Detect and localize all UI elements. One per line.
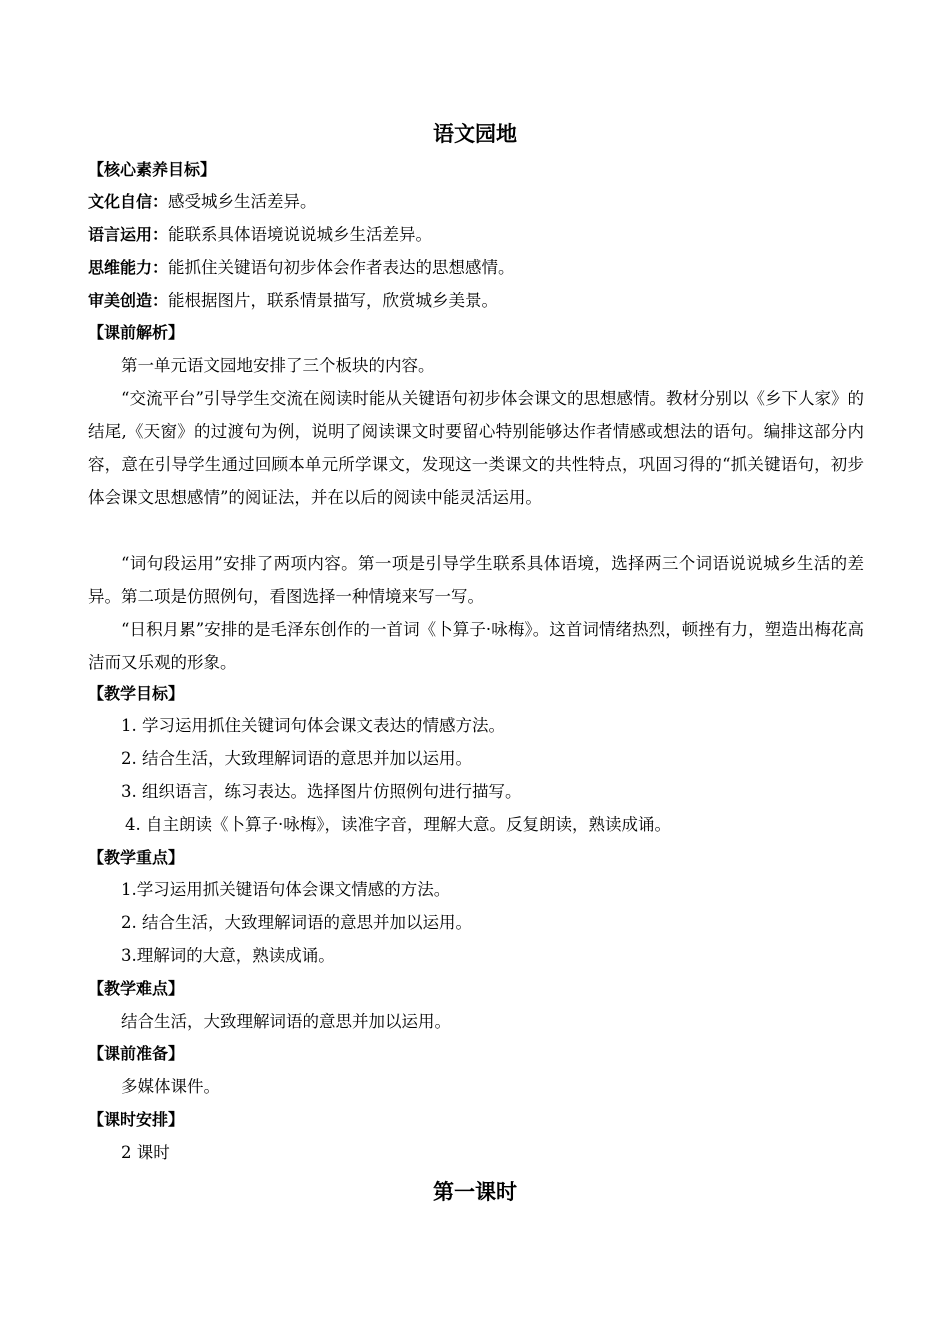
teaching-goals-heading: 【教学目标】 (88, 684, 185, 703)
core-goal-label: 审美创造： (88, 291, 169, 310)
core-goal-text: 感受城乡生活差异。 (168, 192, 317, 211)
schedule-text: 2 课时 (121, 1143, 170, 1162)
core-goal-text: 能根据图片，联系情景描写，欣赏城乡美景。 (168, 291, 499, 310)
prep-text: 多媒体课件。 (121, 1077, 220, 1096)
lesson-title: 第一课时 (433, 1180, 517, 1204)
core-goal-item (88, 258, 515, 278)
teaching-goal-item: 4. 自主朗读《卜算子·咏梅》，读准字音，理解大意。反复朗读，熟读成诵。 (125, 815, 671, 834)
difficulty-text: 结合生活，大致理解词语的意思并加以运用。 (121, 1012, 451, 1031)
page-title: 语文园地 (433, 122, 517, 146)
analysis-heading: 【课前解析】 (88, 323, 185, 342)
prep-heading: 【课前准备】 (88, 1044, 185, 1063)
teaching-goal-item: 3. 组织语言，练习表达。选择图片仿照例句进行描写。 (121, 782, 522, 801)
teaching-goal-item: 2. 结合生活，大致理解词语的意思并加以运用。 (121, 749, 472, 768)
analysis-paragraph: 第一单元语文园地安排了三个板块的内容。 (121, 356, 435, 375)
analysis-paragraph: “词句段运用”安排了两项内容。第一项是引导学生联系具体语境，选择两三个词语说说城乡生活的差异。第二项是仿照例句，看图选择一种情境来写一写。 (88, 554, 864, 606)
core-goals-heading: 【核心素养目标】 (88, 160, 217, 179)
core-goal-text: 能联系具体语境说说城乡生活差异。 (168, 225, 433, 244)
core-goal-label: 文化自信： (88, 192, 169, 211)
core-goal-item (88, 192, 317, 212)
analysis-paragraph: “交流平台”引导学生交流在阅读时能从关键语句初步体会课文的思想感情。教材分别以《乡下人家》的结尾,《天窗》的过渡句为例，说明了阅读课文时要留心特别能够达作者情感或想法的语句。编排这部分内容，意在引导学生通过回顾本单元所学课文，发现这一类课文的共性特点，巩固习得的“抓关键语句，初步体会课文思想感情”的阅证法，并在以后的阅读中能灵活运用。 (88, 389, 864, 507)
teaching-goal-item: 1. 学习运用抓住关键词句体会课文表达的情感方法。 (121, 716, 505, 735)
analysis-paragraph: “日积月累”安排的是毛泽东创作的一首词《卜算子·咏梅》。这首词情绪热烈，顿挫有力，塑造出梅花高洁而又乐观的形象。 (88, 620, 864, 672)
core-goal-item (88, 291, 498, 311)
schedule-heading: 【课时安排】 (88, 1110, 185, 1129)
key-point-item: 3.理解词的大意，熟读成诵。 (121, 946, 335, 965)
core-goal-text: 能抓住关键语句初步体会作者表达的思想感情。 (168, 258, 515, 277)
core-goal-label: 思维能力： (88, 258, 169, 277)
key-point-item: 2. 结合生活，大致理解词语的意思并加以运用。 (121, 913, 472, 932)
difficulty-heading: 【教学难点】 (88, 979, 185, 998)
core-goal-label: 语言运用： (88, 225, 169, 244)
key-point-item: 1.学习运用抓关键语句体会课文情感的方法。 (121, 880, 451, 899)
core-goal-item (88, 225, 432, 245)
key-points-heading: 【教学重点】 (88, 848, 185, 867)
